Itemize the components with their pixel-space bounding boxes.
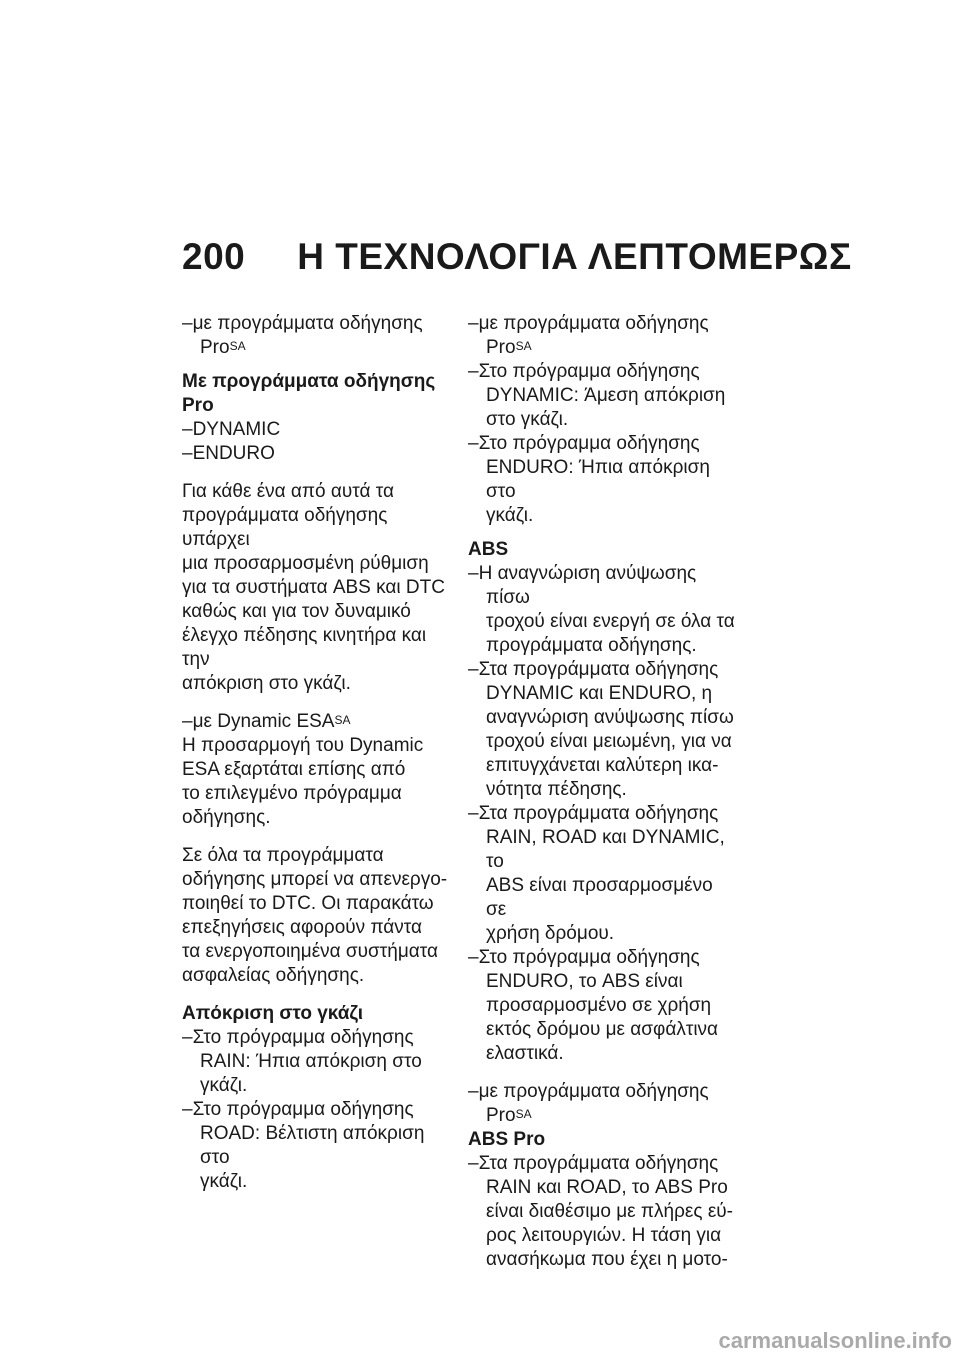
paragraph-dynamic-esa: Η προσαρμογή του Dynamic ESA εξαρτάται επίσης από το επιλεγμένο πρόγραμμα οδήγησης.	[182, 735, 424, 828]
bullet-abs-pro: –Στα προγράμματα οδήγησης RAIN και ROAD, το ABS Pro είναι διαθέσιμο με πλήρες εύ- ρος λειτουργιών. Η τάση για ανασήκωμα που έχει η μοτο-	[468, 1153, 734, 1270]
bullet-dynamic-esa: –με Dynamic $ESA^{SA}$	[182, 711, 351, 732]
bullet-dynamic: –Στο πρόγραμμα οδήγησης DYNAMIC: Άμεση απόκριση στο γκάζι.	[468, 361, 726, 430]
list-item: –DYNAMIC	[182, 419, 281, 440]
heading-throttle-response: Απόκριση στο γκάζι	[182, 1003, 364, 1024]
heading-abs-pro: ABS Pro	[468, 1129, 546, 1150]
bullet-rain: –Στο πρόγραμμα οδήγησης RAIN: Ήπια απόκριση στο γκάζι.	[182, 1027, 422, 1096]
bullet-dynamic-enduro: –Στα προγράμματα οδήγησης DYNAMIC και ENDURO, η αναγνώριση ανύψωσης πίσω τροχού είναι μειωμένη, για να επιτυγχάνεται καλύτερη ικα- νότητα πέδησης.	[468, 659, 734, 800]
page-header	[182, 236, 852, 278]
bullet-enduro-abs: –Στο πρόγραμμα οδήγησης ENDURO, το ABS είναι προσαρμοσμένο σε χρήση εκτός δρόμου με ασφάλτινα ελαστικά.	[468, 947, 719, 1064]
bullet-pro-programs-2: –με προγράμματα οδήγησης Pro$^{SA}$	[468, 1081, 709, 1126]
list-item: –ENDURO	[182, 443, 275, 464]
bullet-road: –Στο πρόγραμμα οδήγησης ROAD: Βέλτιστη απόκριση στο γκάζι.	[182, 1099, 425, 1192]
bullet-rain-road-dynamic: –Στα προγράμματα οδήγησης RAIN, ROAD και DYNAMIC, το ABS είναι προσαρμοσμένο σε χρήση δρόμου.	[468, 803, 725, 944]
paragraph-dtc: Σε όλα τα προγράμματα οδήγησης μπορεί να απενεργο- ποιηθεί το DTC. Οι παρακάτω επεξηγήσεις αφορούν πάντα τα ενεργοποιημένα συστήματα ασφαλείας οδήγησης.	[182, 845, 448, 986]
bullet-pro-programs: –με προγράμματα οδήγησης Pro$^{SA}$	[468, 313, 709, 358]
page-number: 200	[182, 236, 246, 277]
left-column	[182, 312, 450, 1194]
page-title: Η ΤΕΧΝΟΛΟΓΙΑ ΛΕΠΤΟΜΕΡΩΣ	[297, 236, 852, 277]
heading-pro-programs: Με προγράμματα οδήγησης Pro	[182, 371, 436, 416]
bullet-rear-wheel-lift: –Η αναγνώριση ανύψωσης πίσω τροχού είναι ενεργή σε όλα τα προγράμματα οδήγησης.	[468, 563, 735, 656]
bullet-enduro: –Στο πρόγραμμα οδήγησης ENDURO: Ήπια απόκριση στο γκάζι.	[468, 433, 710, 526]
right-column	[468, 312, 736, 1272]
bullet-pro-programs: –με προγράμματα οδήγησης Pro$^{SA}$	[182, 313, 423, 358]
watermark: carmanualsonline.info	[718, 1328, 952, 1353]
heading-abs: ABS	[468, 539, 509, 560]
paragraph-settings: Για κάθε ένα από αυτά τα προγράμματα οδήγησης υπάρχει μια προσαρμοσμένη ρύθμιση για τα συστήματα ABS και DTC καθώς και για τον δυναμικό έλεγχο πέδησης κινητήρα και την απόκριση στο γκάζι.	[182, 481, 445, 694]
